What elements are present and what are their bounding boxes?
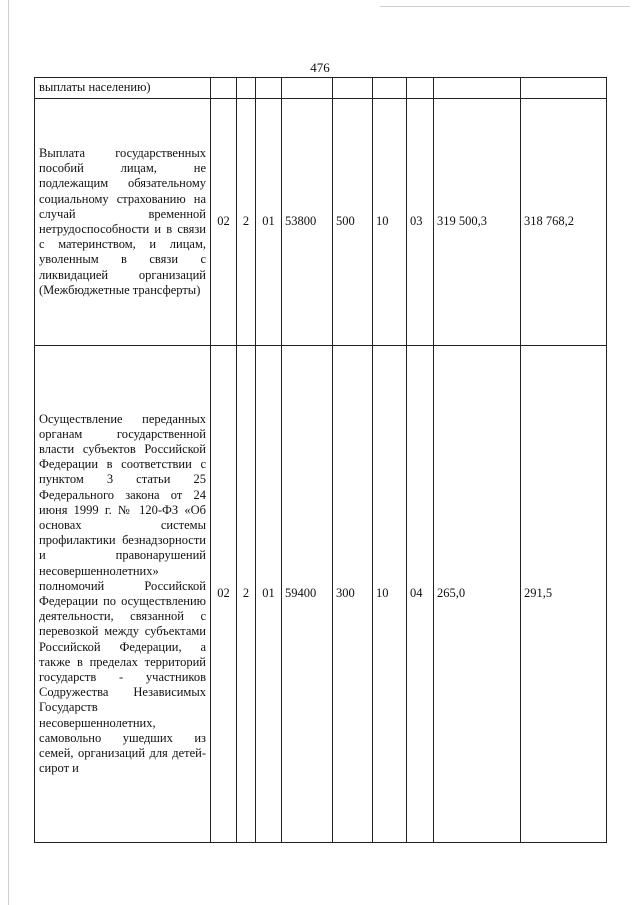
table-row <box>35 346 607 843</box>
cell-amount-2: 318 768,2 <box>521 99 607 346</box>
cell-section: 02 <box>211 346 237 843</box>
cell-program: 01 <box>256 346 282 843</box>
table-row <box>35 99 607 346</box>
cell-program <box>256 78 282 99</box>
cell-subgroup <box>237 78 256 99</box>
cell-target-code <box>282 78 333 99</box>
page-number: 476 <box>310 60 330 75</box>
cell-target-code: 53800 <box>282 99 333 346</box>
scan-edge-mark <box>8 0 9 905</box>
cell-program: 01 <box>256 99 282 346</box>
cell-subdivision: 03 <box>407 99 434 346</box>
cell-amount-1: 265,0 <box>434 346 521 843</box>
cell-expense-type: 500 <box>333 99 373 346</box>
cell-division: 10 <box>373 99 407 346</box>
table-row <box>35 78 607 99</box>
row-description: Выплата государственных пособий лицам, не подлежащим обязательному социальному страхованию на случай временной нетрудоспособности и в связи с материнством, и лицам, уволенным в связи с ликвидацией организаций (Межбюджетные трансферты) <box>35 99 211 346</box>
cell-division: 10 <box>373 346 407 843</box>
cell-expense-type: 300 <box>333 346 373 843</box>
cell-section: 02 <box>211 99 237 346</box>
cell-amount-2: 291,5 <box>521 346 607 843</box>
budget-table <box>34 77 607 843</box>
cell-subgroup: 2 <box>237 346 256 843</box>
cell-section <box>211 78 237 99</box>
cell-expense-type <box>333 78 373 99</box>
cell-subgroup: 2 <box>237 99 256 346</box>
cell-amount-1 <box>434 78 521 99</box>
row-description: выплаты населению) <box>35 78 211 99</box>
cell-division <box>373 78 407 99</box>
row-description: Осуществление переданных органам государственной власти субъектов Российской Федерации в соответствии с пунктом 3 статьи 25 Федерального закона от 24 июня 1999 г. № 120-ФЗ «Об основах системы профилактики безнадзорности и правонарушений несовершеннолетних» полномочий Российской Федерации по осуществлению деятельности, связанной с перевозкой между субъектами Российской Федерации, а также в пределах территорий государств - участников Содружества Независимых Государств несовершеннолетних, самовольно ушедших из семей, организаций для детей-сирот и <box>35 346 211 843</box>
scan-top-mark <box>380 6 630 7</box>
cell-amount-2 <box>521 78 607 99</box>
cell-subdivision <box>407 78 434 99</box>
cell-amount-1: 319 500,3 <box>434 99 521 346</box>
cell-subdivision: 04 <box>407 346 434 843</box>
cell-target-code: 59400 <box>282 346 333 843</box>
